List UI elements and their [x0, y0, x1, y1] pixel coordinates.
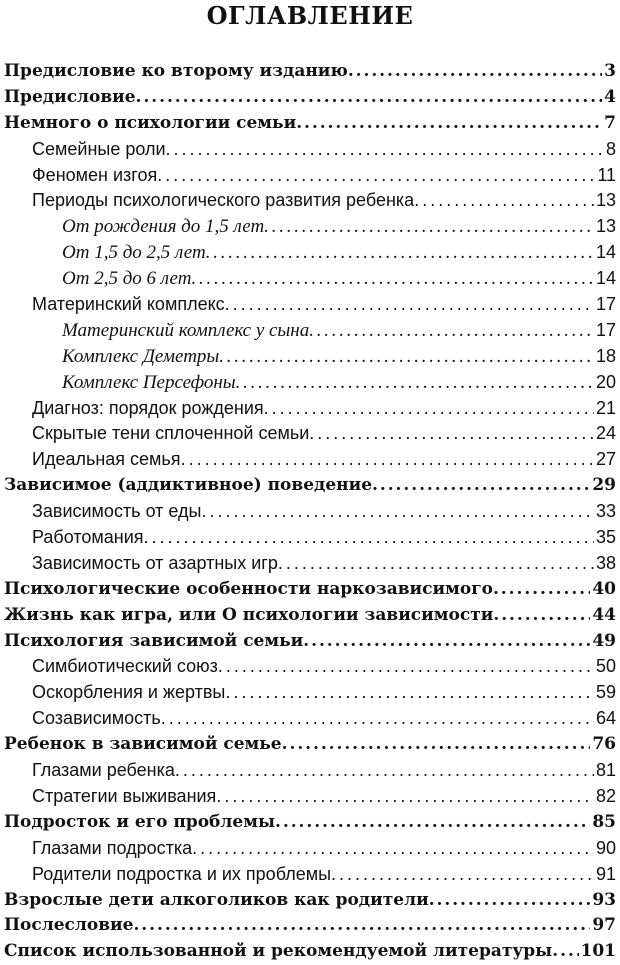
toc-entry-page-number: 3 — [604, 61, 616, 81]
toc-entry-page-number: 38 — [595, 552, 616, 573]
dot-leader — [192, 836, 594, 862]
toc-entry-label: От 2,5 до 6 лет — [62, 268, 192, 290]
toc-entry-label: Зависимость от еды — [32, 501, 202, 522]
dot-leader — [201, 499, 593, 525]
toc-entry — [4, 784, 616, 810]
dot-leader — [236, 370, 594, 396]
dot-leader — [206, 240, 594, 266]
dot-leader — [429, 888, 591, 914]
toc-entry-label: Жизнь как игра, или О психологии зависимости — [4, 604, 494, 625]
toc-entry-label: Послесловие — [4, 915, 134, 936]
toc-entry-label: Феномен изгоя — [32, 164, 158, 185]
toc-entry — [4, 111, 616, 137]
toc-entry-label: Ребенок в зависимой семье — [4, 734, 282, 755]
dot-leader — [175, 758, 594, 784]
toc-entry — [4, 654, 616, 680]
dot-leader — [225, 292, 594, 318]
toc-entry-label: Оскорбления и жертвы — [32, 682, 226, 703]
dot-leader — [144, 525, 594, 551]
toc-entry-label: Зависимое (аддиктивное) поведение — [4, 475, 373, 496]
toc-entry — [4, 499, 616, 525]
toc-entry-label: Психология зависимой семьи — [4, 630, 304, 651]
toc-entry — [4, 59, 616, 85]
toc-entry-label: Симбиотический союз — [32, 656, 218, 677]
toc-entry — [4, 163, 616, 189]
dot-leader — [493, 577, 590, 603]
toc-entry-label: Комплекс Персефоны — [62, 371, 236, 393]
toc-entry — [4, 421, 616, 447]
toc-entry-page-number: 44 — [592, 604, 616, 625]
toc-entry-page-number: 18 — [595, 345, 616, 366]
dot-leader — [331, 862, 594, 888]
toc-entry-label: Глазами ребенка — [32, 760, 175, 781]
toc-entry-label: Зависимость от азартных игр — [32, 552, 278, 573]
toc-entry-label: Идеальная семья — [32, 449, 181, 470]
toc-entry-label: Созависимость — [32, 708, 161, 729]
dot-leader — [303, 629, 590, 655]
toc-entry-page-number: 85 — [592, 811, 616, 832]
toc-entry — [4, 85, 616, 111]
toc-entry-label: Немного о психологии семьи — [4, 112, 297, 133]
toc-entry-label: От рождения до 1,5 лет — [62, 216, 265, 238]
dot-leader — [219, 344, 594, 370]
dot-leader — [372, 473, 590, 499]
toc-entry-label: Диагноз: порядок рождения — [32, 397, 264, 418]
toc-entry — [4, 603, 616, 629]
toc-entry-label: Стратегии выживания — [32, 785, 217, 806]
toc-entry-label: Психологические особенности наркозависимого — [4, 578, 493, 599]
toc-entry-label: Глазами подростка — [32, 837, 193, 858]
toc-entry-page-number: 33 — [595, 501, 616, 522]
toc-entry — [4, 758, 616, 784]
dot-leader — [552, 939, 578, 965]
toc-entry — [4, 939, 616, 965]
toc-entry-page-number: 35 — [595, 527, 616, 548]
toc-entry — [4, 396, 616, 422]
toc-entry-page-number: 17 — [595, 319, 616, 340]
toc-entry-label: Материнский комплекс у сына — [62, 319, 310, 341]
toc-entry-label: От 1,5 до 2,5 лет — [62, 242, 206, 264]
toc-entry — [4, 447, 616, 473]
dot-leader — [166, 137, 604, 163]
toc-entry-label: Предисловие — [4, 86, 136, 107]
toc-entry — [4, 266, 616, 292]
toc-entry-page-number: 81 — [595, 760, 616, 781]
toc-entry-page-number: 14 — [595, 242, 616, 263]
toc-entry-page-number: 40 — [592, 578, 616, 599]
toc-entry — [4, 862, 616, 888]
dot-leader — [309, 318, 594, 344]
toc-entry-page-number: 21 — [595, 397, 616, 418]
toc-entry-page-number: 4 — [604, 86, 616, 107]
dot-leader — [225, 680, 594, 706]
toc-entry-label: Родители подростка и их проблемы — [32, 863, 332, 884]
dot-leader — [161, 706, 594, 732]
toc-entry-page-number: 76 — [592, 734, 616, 755]
dot-leader — [264, 214, 594, 240]
toc-entry — [4, 629, 616, 655]
toc-entry — [4, 370, 616, 396]
toc-entry — [4, 344, 616, 370]
toc-entry-page-number: 13 — [595, 216, 616, 237]
dot-leader — [348, 59, 602, 85]
toc-entry-label: Семейные роли — [32, 138, 166, 159]
toc-entry — [4, 577, 616, 603]
toc-entry-page-number: 14 — [595, 268, 616, 289]
toc-entry-page-number: 50 — [595, 656, 616, 677]
toc-entry-page-number: 49 — [592, 630, 616, 651]
toc-entry-page-number: 101 — [580, 941, 616, 962]
toc-entry-page-number: 8 — [605, 138, 616, 159]
dot-leader — [133, 913, 590, 939]
toc-entry-label: Работомания — [32, 527, 144, 548]
toc-entry — [4, 214, 616, 240]
toc-entry-page-number: 82 — [595, 785, 616, 806]
toc-entry-page-number: 27 — [595, 449, 616, 470]
toc-entry — [4, 240, 616, 266]
toc-entry — [4, 706, 616, 732]
toc-entry-label: Список использованной и рекомендуемой литературы — [4, 941, 553, 962]
toc-entry — [4, 836, 616, 862]
toc-entry-page-number: 64 — [595, 708, 616, 729]
toc-entry-page-number: 24 — [595, 423, 616, 444]
toc-entry-page-number: 11 — [597, 164, 616, 185]
toc-entry-label: Комплекс Деметры — [62, 345, 220, 367]
dot-leader — [278, 551, 594, 577]
dot-leader — [275, 810, 590, 836]
toc-entry — [4, 318, 616, 344]
toc-entry-page-number: 90 — [595, 837, 616, 858]
toc-entry — [4, 292, 616, 318]
toc-entry-page-number: 17 — [595, 294, 616, 315]
toc-entry-label: Скрытые тени сплоченной семьи — [32, 423, 310, 444]
toc-entry-page-number: 20 — [595, 371, 616, 392]
toc-entry — [4, 888, 616, 914]
dot-leader — [136, 85, 603, 111]
toc-entry — [4, 188, 616, 214]
toc-entry-page-number: 97 — [592, 915, 616, 936]
toc-entry-label: Материнский комплекс — [32, 294, 225, 315]
toc-entry — [4, 551, 616, 577]
toc-entry-label: Подросток и его проблемы — [4, 811, 276, 832]
toc-entry — [4, 137, 616, 163]
dot-leader — [309, 421, 594, 447]
dot-leader — [157, 163, 595, 189]
dot-leader — [282, 732, 591, 758]
toc-entry-page-number: 59 — [595, 682, 616, 703]
dot-leader — [181, 447, 594, 473]
toc-entry — [4, 732, 616, 758]
toc-entry — [4, 810, 616, 836]
toc-entry — [4, 680, 616, 706]
page-title: ОГЛАВЛЕНИЕ — [206, 1, 414, 30]
dot-leader — [296, 111, 602, 137]
toc-entry-page-number: 7 — [604, 112, 616, 133]
toc-entry — [4, 525, 616, 551]
table-of-contents — [4, 59, 616, 965]
toc-entry-page-number: 93 — [592, 889, 616, 910]
toc-entry-page-number: 91 — [595, 863, 616, 884]
toc-entry-label: Предисловие ко второму изданию — [4, 61, 348, 81]
dot-leader — [218, 654, 594, 680]
dot-leader — [493, 603, 590, 629]
toc-entry-label: Взрослые дети алкоголиков как родители — [4, 889, 429, 910]
toc-entry — [4, 913, 616, 939]
toc-entry-page-number: 13 — [595, 190, 616, 211]
toc-entry-label: Периоды психологического развития ребенка — [32, 190, 415, 211]
toc-entry — [4, 473, 616, 499]
dot-leader — [264, 396, 594, 422]
dot-leader — [216, 784, 594, 810]
toc-entry-page-number: 29 — [592, 475, 616, 496]
dot-leader — [414, 188, 594, 214]
dot-leader — [191, 266, 594, 292]
